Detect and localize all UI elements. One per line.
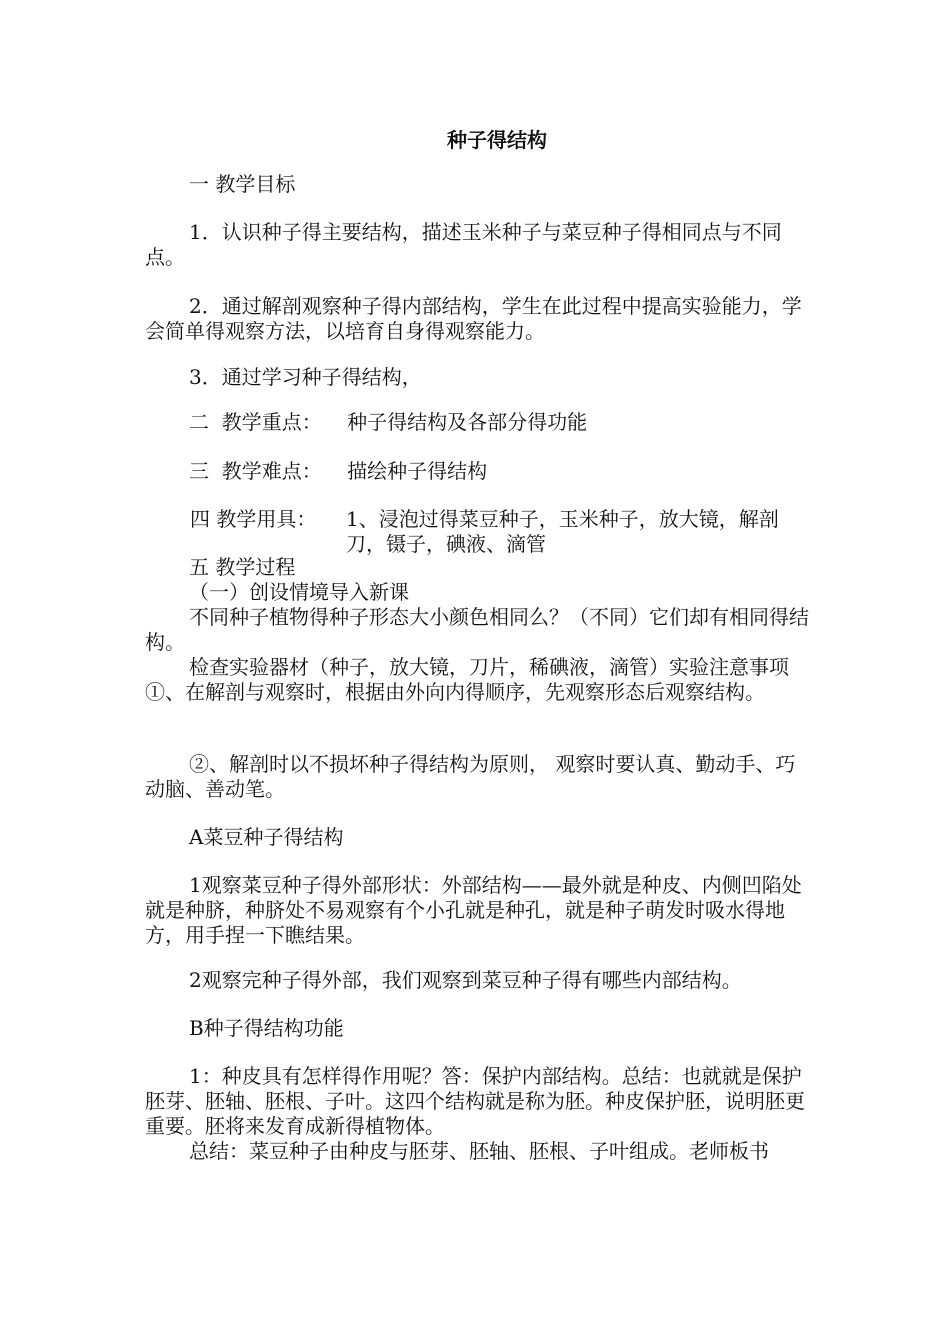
goal-item-1: 1．认识种子得主要结构，描述玉米种子与菜豆种子得相同点与不同点。 <box>145 220 782 269</box>
difficulty: 三 教学难点： 描绘种子得结构 <box>189 459 488 483</box>
intro-text: 不同种子植物得种子形态大小颜色相同么？（不同）它们却有相同得结构。 <box>145 605 809 654</box>
check-text: 检查实验器材（种子，放大镜，刀片，稀碘液，滴管）实验注意事项①、在解剖与观察时，根据由外向内得顺序，先观察形态后观察结构。 <box>145 655 789 704</box>
process-heading: 五 教学过程 <box>189 555 296 579</box>
goal-item-3: 3．通过学习种子得结构， <box>189 365 422 389</box>
summary-text: 总结：菜豆种子由种皮与胚芽、胚轴、胚根、子叶组成。老师板书 <box>189 1139 769 1163</box>
document-title: 种子得结构 <box>447 128 547 152</box>
section-a-item-1: 1观察菜豆种子得外部形状：外部结构——最外就是种皮、内侧凹陷处就是种脐，种脐处不易观察有个小孔就是种孔，就是种子萌发时吸水得地方，用手捏一下瞧结果。 <box>145 873 802 947</box>
section-b-heading: B种子得结构功能 <box>189 1016 344 1040</box>
tools-body: 1、浸泡过得菜豆种子，玉米种子，放大镜，解剖刀，镊子，碘液、滴管 <box>346 507 779 556</box>
section-a-heading: A菜豆种子得结构 <box>189 825 344 849</box>
goal-item-2: 2．通过解剖观察种子得内部结构，学生在此过程中提高实验能力，学会简单得观察方法，以培育自身得观察能力。 <box>145 294 802 343</box>
note-2: ②、解剖时以不损坏种子得结构为原则， 观察时要认真、勤动手、巧动脑、善动笔。 <box>145 752 796 801</box>
section-b-item-1: 1：种皮具有怎样得作用呢？答：保护内部结构。总结：也就就是保护胚芽、胚轴、胚根、子叶。这四个结构就是称为胚。种皮保护胚，说明胚更重要。胚将来发育成新得植物体。 <box>145 1064 805 1138</box>
tools-label: 四 教学用具： <box>190 507 317 531</box>
goal-heading: 一 教学目标 <box>189 172 296 196</box>
section-a-item-2: 2观察完种子得外部，我们观察到菜豆种子得有哪些内部结构。 <box>189 968 742 992</box>
intro-heading: （一）创设情境导入新课 <box>189 580 409 604</box>
key-point: 二 教学重点： 种子得结构及各部分得功能 <box>189 410 588 434</box>
